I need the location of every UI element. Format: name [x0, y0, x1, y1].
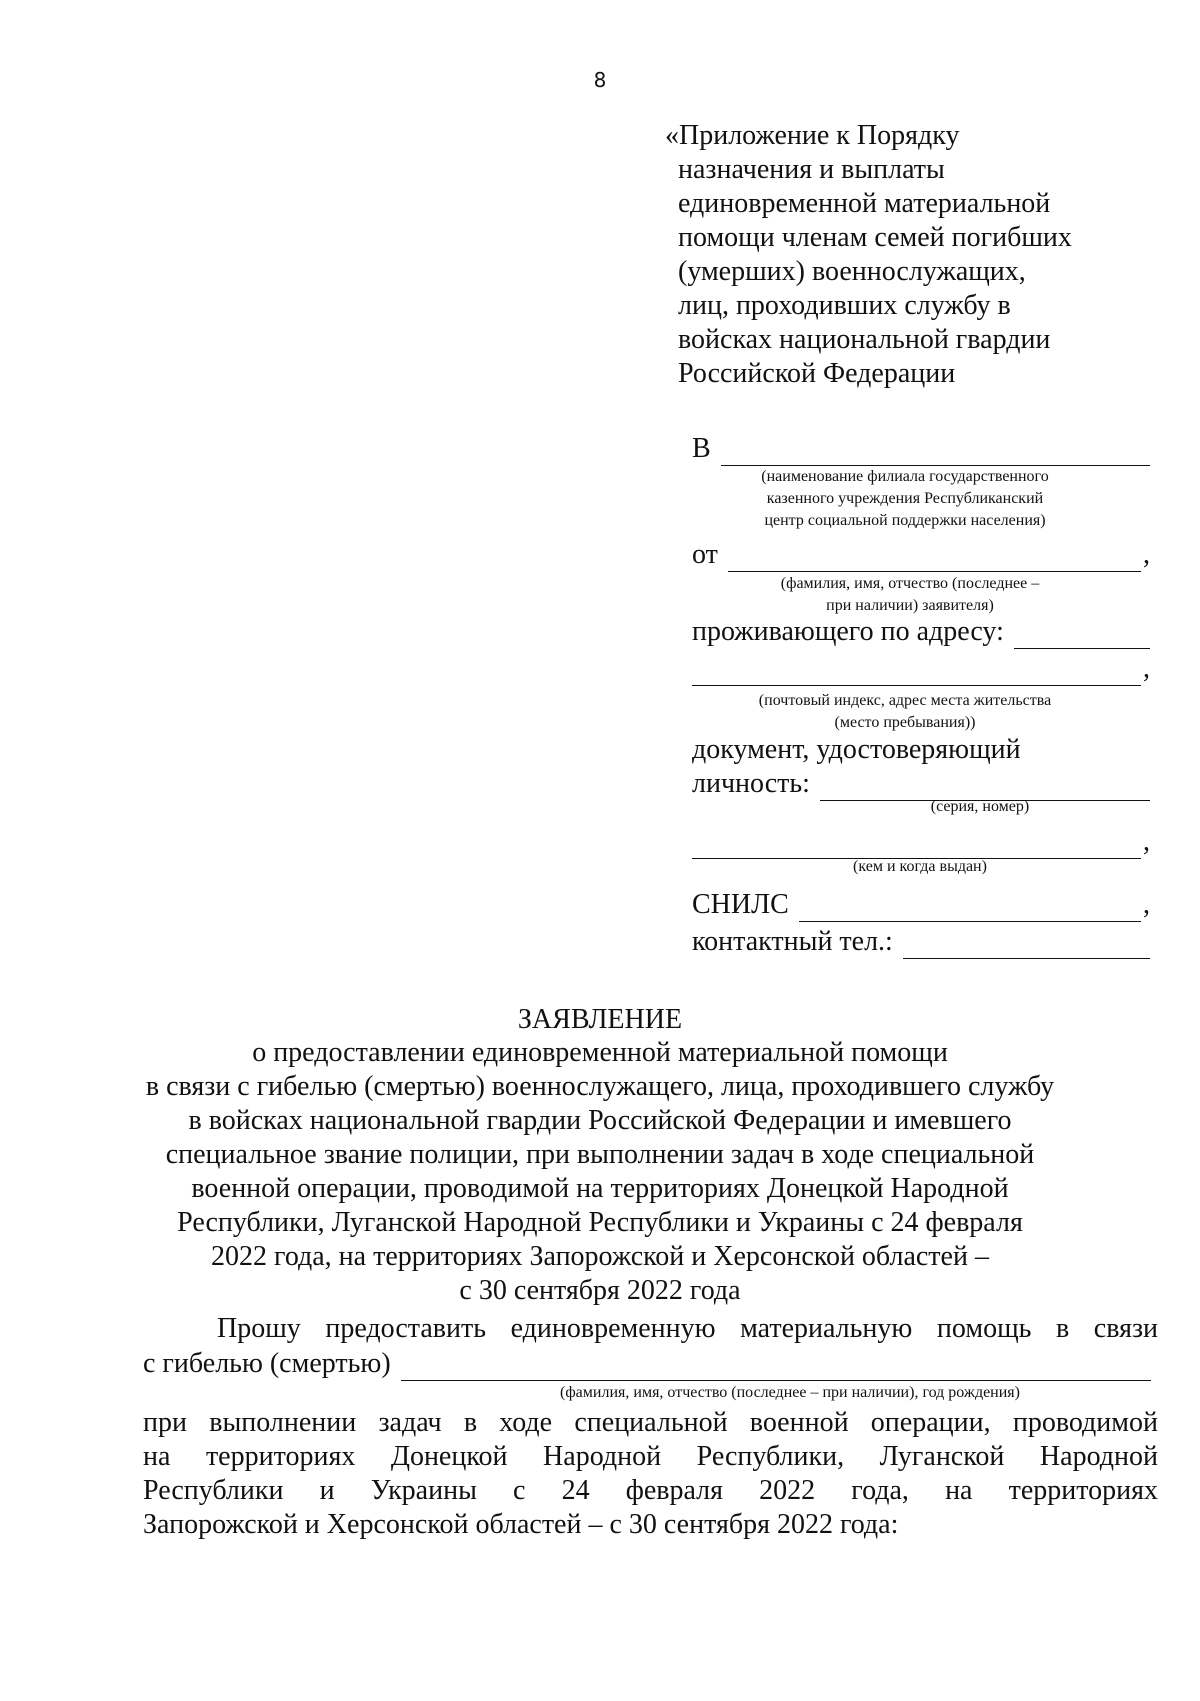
id-document-label: [692, 733, 1150, 767]
phone-label: контактный тел.:: [692, 926, 893, 957]
deceased-line[interactable]: [401, 1356, 1151, 1381]
address-field-continued[interactable]: [692, 652, 1150, 686]
paragraph-line: при выполнении задач в ходе специальной военной операции, проводимой: [143, 1407, 1158, 1438]
request-paragraph: [143, 1406, 1158, 1542]
comma: ,: [1143, 826, 1150, 857]
hint-line: (фамилия, имя, отчество (последнее –: [780, 575, 1040, 592]
subtitle-line: 2022 года, на территориях Запорожской и Херсонской областей –: [211, 1241, 989, 1272]
address-label: проживающего по адресу:: [692, 616, 1004, 647]
id-issued-hint: (кем и когда выдан): [853, 858, 987, 875]
id-series-hint: (серия, номер): [930, 798, 1030, 815]
deceased-label: с гибелью (смертью): [143, 1348, 391, 1379]
appendix-line: «Приложение к Порядку: [665, 120, 960, 151]
id-issued-field[interactable]: [692, 825, 1150, 859]
comma: ,: [1143, 889, 1150, 920]
hint-line: (место пребывания)): [834, 714, 976, 731]
phone-field[interactable]: [692, 925, 1150, 959]
statement-subtitle: [0, 1036, 1200, 1308]
appendix-line: Российской Федерации: [678, 358, 956, 389]
id-document-label-2: личность:: [692, 768, 810, 799]
appendix-line: помощи членам семей погибших: [678, 222, 1072, 253]
subtitle-line: Республики, Луганской Народной Республики и Украины с 24 февраля: [177, 1207, 1023, 1238]
applicant-hint: [730, 573, 1090, 617]
address-hint: [700, 690, 1110, 734]
snils-line[interactable]: [799, 897, 1141, 922]
hint-line: при наличии) заявителя): [826, 597, 994, 614]
subtitle-line: о предоставлении единовременной материальной помощи: [252, 1037, 948, 1068]
comma: ,: [1143, 653, 1150, 684]
hint-line: (наименование филиала государственного: [761, 468, 1049, 485]
appendix-line: единовременной материальной: [678, 188, 1051, 219]
hint-line: казенного учреждения Республиканский: [766, 490, 1044, 507]
hint-line: центр социальной поддержки населения): [764, 512, 1046, 529]
appendix-line: (умерших) военнослужащих,: [678, 256, 1026, 287]
request-text: Прошу предоставить единовременную материальную помощь в связи: [217, 1313, 1158, 1344]
recipient-line[interactable]: [721, 441, 1150, 466]
hint-line: (почтовый индекс, адрес места жительства: [758, 692, 1052, 709]
address-line-2[interactable]: [692, 661, 1141, 686]
statement-title: ЗАЯВЛЕНИЕ: [517, 1004, 683, 1035]
address-line-1[interactable]: [1014, 624, 1150, 649]
recipient-label: В: [692, 433, 711, 464]
applicant-field[interactable]: [692, 538, 1150, 572]
paragraph-line: на территориях Донецкой Народной Республики, Луганской Народной: [143, 1441, 1158, 1472]
subtitle-line: в войсках национальной гвардии Российской Федерации и имевшего: [188, 1105, 1012, 1136]
appendix-line: лиц, проходивших службу в: [678, 290, 1011, 321]
deceased-hint: (фамилия, имя, отчество (последнее – при наличии), год рождения): [559, 1384, 1020, 1401]
applicant-label: от: [692, 539, 718, 570]
applicant-line[interactable]: [728, 547, 1141, 572]
paragraph-line: Запорожской и Херсонской областей – с 30 сентября 2022 года:: [143, 1509, 899, 1540]
paragraph-line: Республики и Украины с 24 февраля 2022 года, на территориях: [143, 1475, 1158, 1506]
deceased-field[interactable]: [143, 1347, 1151, 1381]
subtitle-line: специальное звание полиции, при выполнении задач в ходе специальной: [165, 1139, 1035, 1170]
comma: ,: [1143, 539, 1150, 570]
subtitle-line: военной операции, проводимой на территориях Донецкой Народной: [191, 1173, 1009, 1204]
recipient-field[interactable]: [692, 432, 1150, 466]
request-line-1: [143, 1312, 1158, 1346]
id-document-label-text: документ, удостоверяющий: [692, 734, 1021, 765]
appendix-line: войсках национальной гвардии: [678, 324, 1051, 355]
appendix-line: назначения и выплаты: [678, 154, 945, 185]
address-field[interactable]: [692, 615, 1150, 649]
subtitle-line: с 30 сентября 2022 года: [459, 1275, 741, 1306]
subtitle-line: в связи с гибелью (смертью) военнослужащего, лица, проходившего службу: [145, 1071, 1055, 1102]
page-number: 8: [593, 68, 607, 92]
snils-field[interactable]: [692, 888, 1150, 922]
snils-label: СНИЛС: [692, 889, 789, 920]
recipient-hint: [700, 466, 1110, 532]
phone-line[interactable]: [903, 934, 1150, 959]
appendix-reference: [665, 119, 1148, 391]
